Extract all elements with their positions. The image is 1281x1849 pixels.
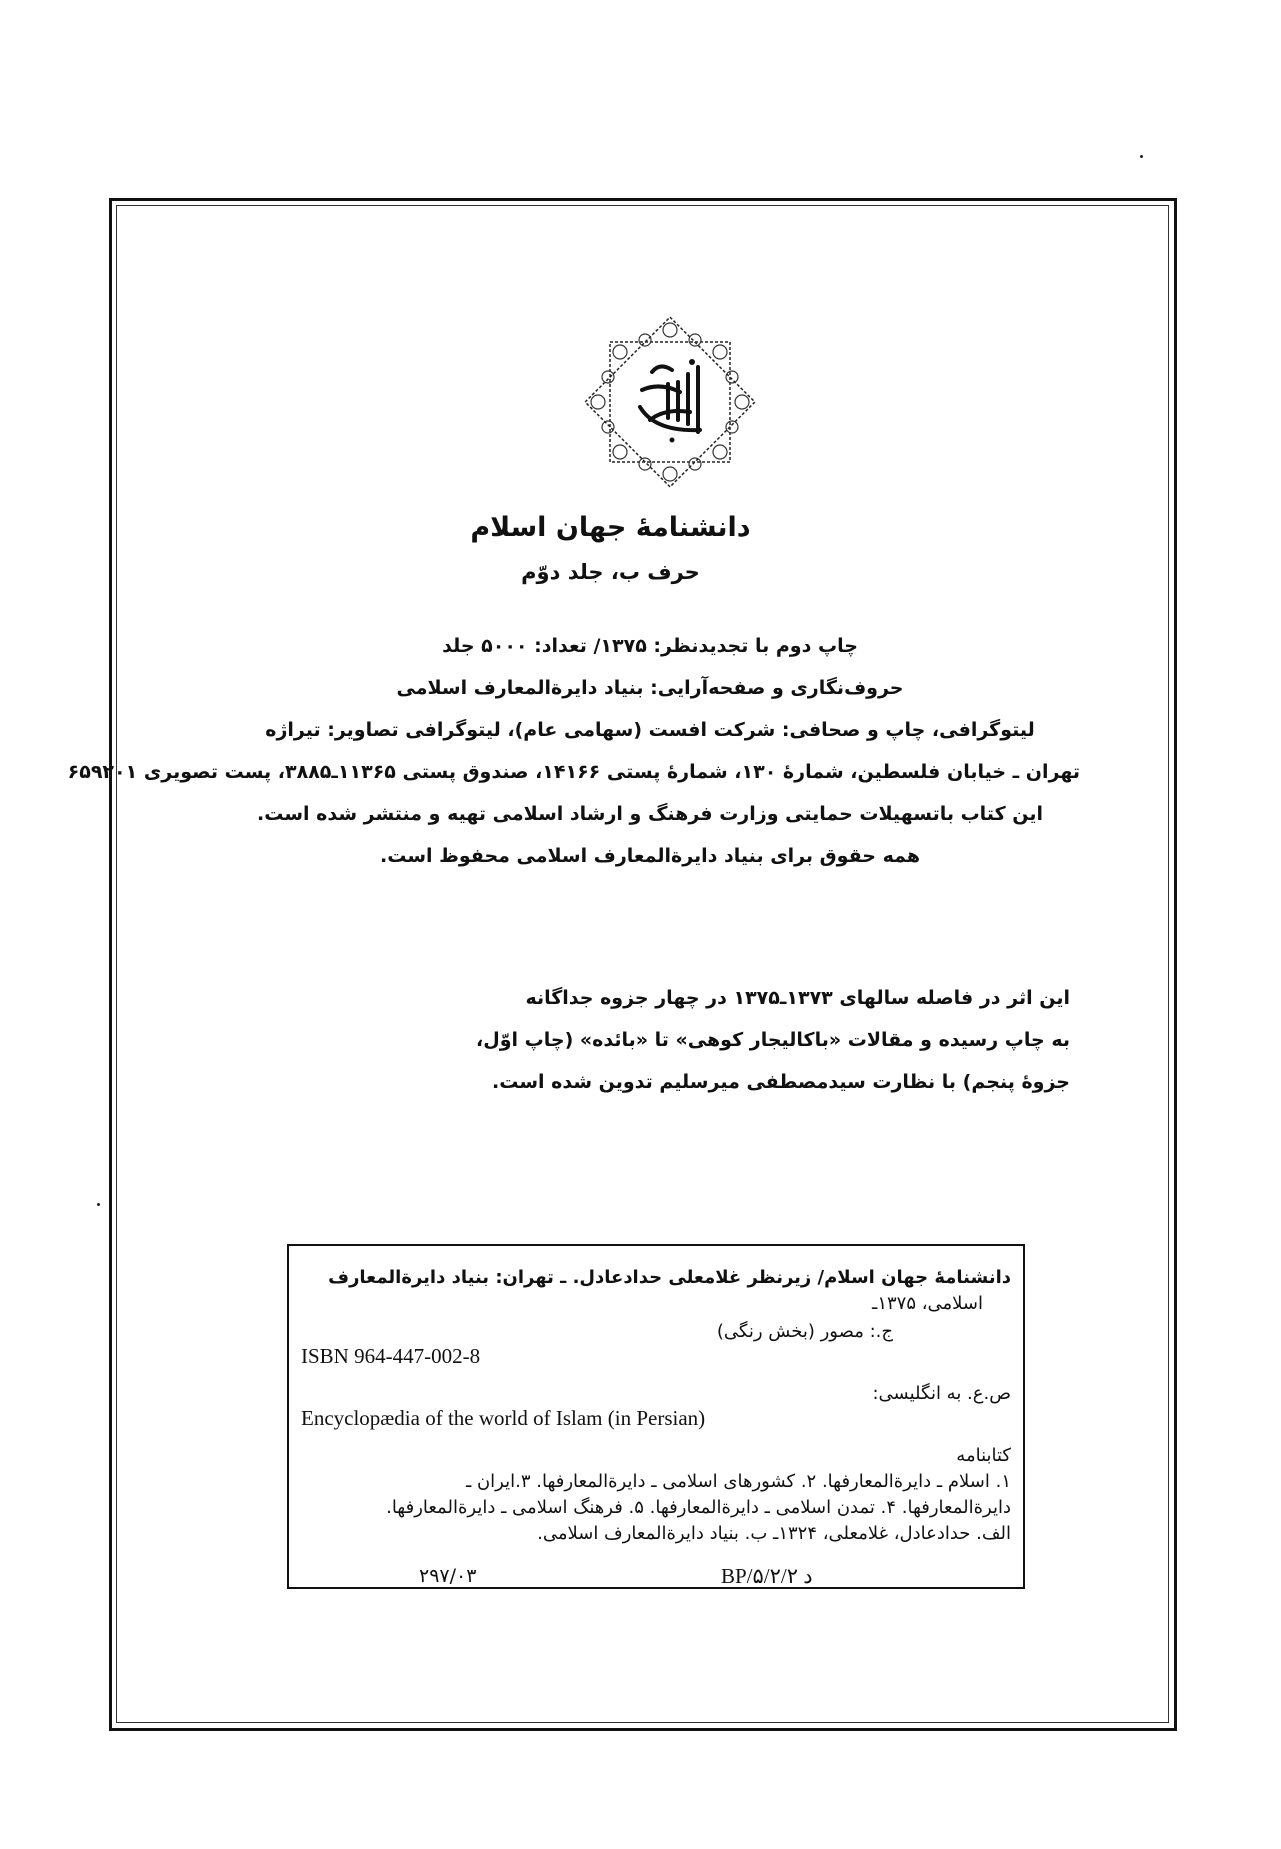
typesetting-line: حروف‌نگاری و صفحه‌آرایی: بنیاد دایرةالمعارف اسلامی [396, 677, 904, 699]
catalog-english-title-label: ص.ع. به انگلیسی: [872, 1383, 1011, 1404]
edition-line: چاپ دوم با تجدیدنظر: ۱۳۷۵/ تعداد: ۵۰۰۰ جلد [442, 635, 858, 657]
catalog-english-title: Encyclopædia of the world of Islam (in Persian) [301, 1406, 706, 1430]
encyclopedia-title: دانشنامهٔ جهان اسلام [470, 512, 751, 543]
support-line: این کتاب باتسهیلات حمایتی وزارت فرهنگ و ارشاد اسلامی تهیه و منتشر شده است. [257, 803, 1043, 825]
publication-info [67, 625, 1080, 877]
islamic-encyclopaedia-foundation-logo-icon [580, 312, 760, 492]
catalog-subjects: ۱. اسلام ـ دایرةالمعارفها. ۲. کشورهای اسلامی ـ دایرةالمعارفها. ۳.ایران ـ [465, 1471, 1011, 1492]
foundation-logo [580, 312, 760, 492]
edition-note-line: این اثر در فاصله سالهای ۱۳۷۳ـ۱۳۷۵ در چهار جزوه جداگانه [525, 987, 1070, 1009]
address-line: تهران ـ خیابان فلسطین، شمارهٔ ۱۳۰، شمارهٔ پستی ۱۴۱۶۶، صندوق پستی ۱۱۳۶۵ـ۳۸۸۵، پست تصویری ۶۵۹۲۰۱ [67, 761, 1080, 783]
edition-note-line: به چاپ رسیده و مقالات «باکالیجار کوهی» تا «بائده» (چاپ اوّل، [476, 1029, 1070, 1051]
scan-speck [97, 1203, 100, 1206]
catalog-subjects: دایرةالمعارفها. ۴. تمدن اسلامی ـ دایرةالمعارفها. ۵. فرهنگ اسلامی ـ دایرةالمعارفها. [386, 1497, 1011, 1518]
scan-speck [1140, 155, 1143, 158]
catalog-bibliography: کتابنامه [956, 1445, 1011, 1466]
cataloging-record-box [287, 1244, 1025, 1589]
catalog-main-entry: دانشنامهٔ جهان اسلام/ زیرنظر غلامعلی حدادعادل. ـ تهران: بنیاد دایرةالمعارف [328, 1267, 1011, 1288]
printing-line: لیتوگرافی، چاپ و صحافی: شرکت افست (سهامی عام)، لیتوگرافی تصاویر: تیراژه [265, 719, 1035, 741]
catalog-isbn: ISBN 964-447-002-8 [301, 1344, 481, 1368]
edition-note-line: جزوهٔ پنجم) با نظارت سیدمصطفی میرسلیم تدوین شده است. [492, 1071, 1070, 1093]
catalog-dewey-number: ۲۹۷/۰۳ [419, 1565, 477, 1587]
volume-subtitle: حرف ب، جلد دوّم [521, 560, 700, 584]
copyright-line: همه حقوق برای بنیاد دایرةالمعارف اسلامی محفوظ است. [379, 845, 920, 867]
catalog-added-entries: الف. حدادعادل، غلامعلی، ۱۳۲۴ـ ب. بنیاد دایرةالمعارف اسلامی. [537, 1523, 1011, 1544]
catalog-illustrations: ج.: مصور (بخش رنگی) [716, 1321, 893, 1342]
catalog-lc-number: BP/۵/۲/د ۲ [721, 1564, 813, 1588]
edition-note [430, 977, 1070, 1103]
catalog-main-entry-cont: اسلامی، ۱۳۷۵ـ [872, 1293, 983, 1314]
